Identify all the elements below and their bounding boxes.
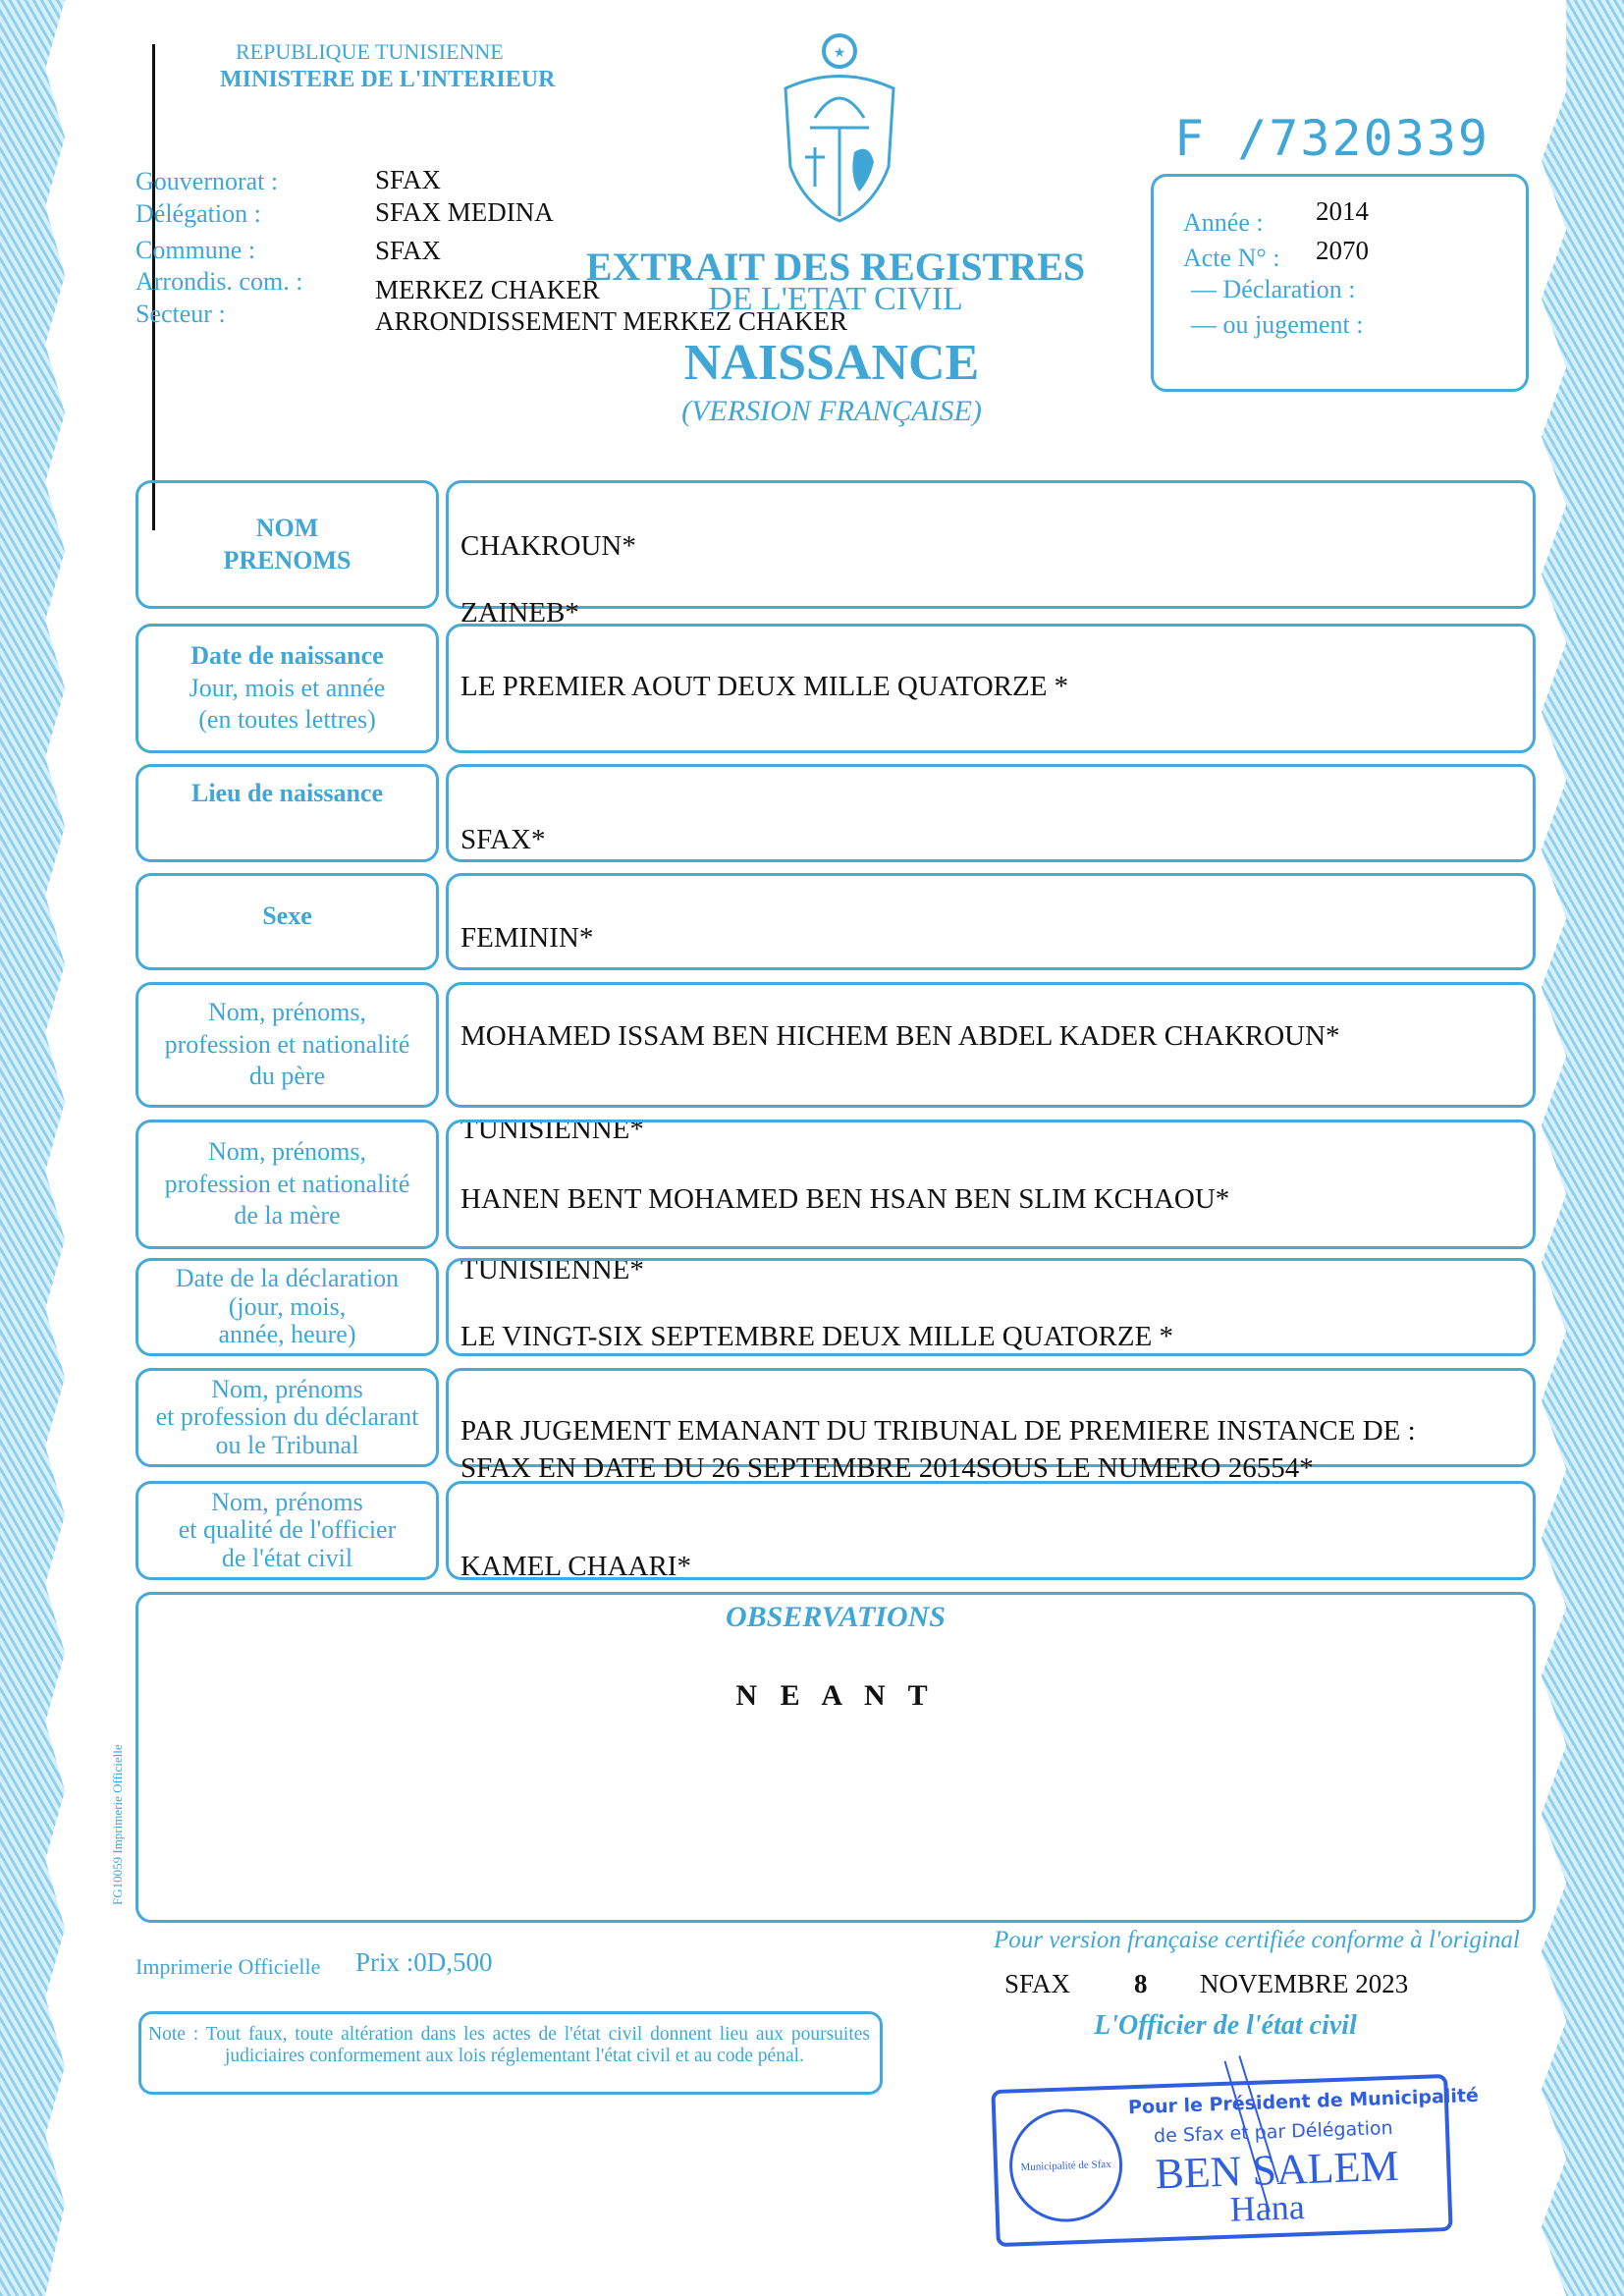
value-declarant: PAR JUGEMENT EMANANT DU TRIBUNAL DE PREMIERE INSTANCE DE :: [460, 1415, 1416, 1447]
field-label: Secteur :: [135, 300, 226, 328]
label-line: du père: [248, 1062, 326, 1091]
label-line: NOM: [255, 514, 319, 542]
stamp-line: Pour le Président de Municipalité: [1127, 2084, 1480, 2119]
stamp-line: de Sfax et par Délégation: [1153, 2116, 1393, 2148]
label-line: Nom, prénoms: [211, 1374, 363, 1403]
value-officier: KAMEL CHAARI*: [460, 1551, 691, 1582]
label-line: ou le Tribunal: [215, 1430, 359, 1459]
field-label: Gouvernorat :: [135, 167, 279, 195]
label-declaration: [135, 1258, 439, 1356]
stamp-firstname: Hana: [1229, 2187, 1306, 2229]
label-lieu: [135, 764, 439, 862]
label-line: Sexe: [262, 902, 312, 931]
label-sexe: [135, 873, 439, 970]
label-line: et profession du déclarant: [155, 1402, 419, 1432]
label-line: (en toutes lettres): [198, 705, 376, 735]
label-declarant: [135, 1368, 439, 1467]
field-frame: [446, 764, 1536, 862]
value-date-naissance: LE PREMIER AOUT DEUX MILLE QUATORZE *: [460, 671, 1069, 702]
svg-text:★: ★: [833, 46, 846, 61]
label-mere: [135, 1120, 439, 1249]
label-nom-prenoms: [135, 480, 439, 609]
title-naissance: NAISSANCE: [683, 335, 980, 391]
title-extrait: EXTRAIT DES REGISTRES: [585, 245, 1086, 289]
declaration-label: — Déclaration :: [1191, 275, 1356, 303]
label-line: profession et nationalité: [164, 1169, 410, 1198]
title-etat-civil: DE L'ETAT CIVIL: [708, 281, 963, 317]
label-line: Lieu de naissance: [190, 778, 384, 807]
acte-value: 2070: [1316, 236, 1369, 265]
observations-title: OBSERVATIONS: [726, 1601, 946, 1633]
label-pere: [135, 982, 439, 1108]
field-value: SFAX: [375, 165, 442, 194]
value-pere-nationalite: TUNISIENNE*: [460, 1114, 644, 1145]
label-line: Date de la déclaration: [175, 1264, 400, 1293]
stamp-name: BEN SALEM: [1154, 2141, 1400, 2199]
coat-of-arms-emblem: [776, 29, 903, 226]
printer-label: Imprimerie Officielle: [135, 1954, 321, 1979]
acte-label: Acte N° :: [1183, 244, 1280, 272]
field-value: ARRONDISSEMENT MERKEZ CHAKER: [375, 306, 848, 336]
label-line: Nom, prénoms,: [207, 998, 367, 1027]
label-line: (jour, mois,: [228, 1291, 347, 1321]
title-version: (VERSION FRANÇAISE): [681, 395, 982, 427]
security-border-right: [1542, 0, 1624, 2296]
observations-box: [135, 1592, 1536, 1923]
record-box: [1151, 174, 1529, 392]
label-line: PRENOMS: [223, 545, 352, 574]
value-prenoms: ZAINEB*: [460, 597, 579, 629]
label-line: Date de naissance: [190, 641, 384, 671]
annee-value: 2014: [1316, 196, 1369, 226]
field-value: MERKEZ CHAKER: [375, 275, 600, 304]
municipal-seal: Municipalité de Sfax: [1007, 2107, 1124, 2224]
label-line: Nom, prénoms,: [207, 1137, 367, 1167]
official-stamp: [991, 2074, 1480, 2247]
field-frame: [446, 873, 1536, 970]
field-value: SFAX MEDINA: [375, 197, 554, 227]
field-label: Arrondis. com. :: [135, 267, 303, 296]
ministry-label: MINISTERE DE L'INTERIEUR: [220, 67, 556, 92]
signature-mark: [1219, 2054, 1284, 2223]
label-line: profession et nationalité: [164, 1029, 410, 1059]
observations-value: N E A N T: [735, 1679, 936, 1712]
label-line: de la mère: [234, 1201, 341, 1230]
jugement-label: — ou jugement :: [1191, 310, 1364, 339]
serial-number: [1174, 110, 1489, 167]
value-nom: CHAKROUN*: [460, 530, 636, 562]
value-sexe: FEMININ*: [460, 922, 594, 954]
value-pere: MOHAMED ISSAM BEN HICHEM BEN ABDEL KADER CHAKROUN*: [460, 1020, 1340, 1052]
day: 8: [1134, 1969, 1148, 1998]
label-line: de l'état civil: [221, 1543, 353, 1572]
value-declaration: LE VINGT-SIX SEPTEMBRE DEUX MILLE QUATORZE *: [460, 1321, 1174, 1352]
place: SFAX: [1004, 1969, 1071, 1998]
month-year: NOVEMBRE 2023: [1200, 1969, 1409, 1998]
value-mere-nationalite: TUNISIENNE*: [460, 1254, 644, 1285]
value-lieu: SFAX*: [460, 824, 546, 855]
field-value: SFAX: [375, 236, 442, 265]
serial-text: F /7320339: [1174, 110, 1490, 167]
value-jugement: SFAX EN DATE DU 26 SEPTEMBRE 2014SOUS LE NUMERO 26554*: [460, 1452, 1314, 1484]
legal-note: Note : Tout faux, toute altération dans les actes de l'état civil donnent lieu aux poursuites judiciaires conformement aux lois réglementant l'état civil et au code pénal.: [138, 2011, 883, 2095]
certified-text: Pour version française certifiée conforme à l'original: [994, 1927, 1520, 1953]
field-label: Délégation :: [135, 199, 261, 228]
value-mere: HANEN BENT MOHAMED BEN HSAN BEN SLIM KCHAOU*: [460, 1183, 1230, 1215]
label-date-naissance: [135, 624, 439, 753]
label-line: et qualité de l'officier: [178, 1515, 397, 1545]
security-border-left: [0, 0, 65, 2296]
label-officier: [135, 1481, 439, 1580]
label-line: Nom, prénoms: [211, 1487, 363, 1516]
republic-label: REPUBLIQUE TUNISIENNE: [236, 39, 504, 64]
price-label: Prix :0D,500: [355, 1947, 493, 1977]
label-line: Jour, mois et année: [189, 673, 386, 702]
officer-title: L'Officier de l'état civil: [1094, 2010, 1357, 2041]
label-line: année, heure): [218, 1320, 356, 1349]
side-print-code: FG10059 Imprimerie Officielle: [110, 1744, 125, 1905]
field-label: Commune :: [135, 236, 256, 264]
annee-label: Année :: [1183, 208, 1264, 237]
